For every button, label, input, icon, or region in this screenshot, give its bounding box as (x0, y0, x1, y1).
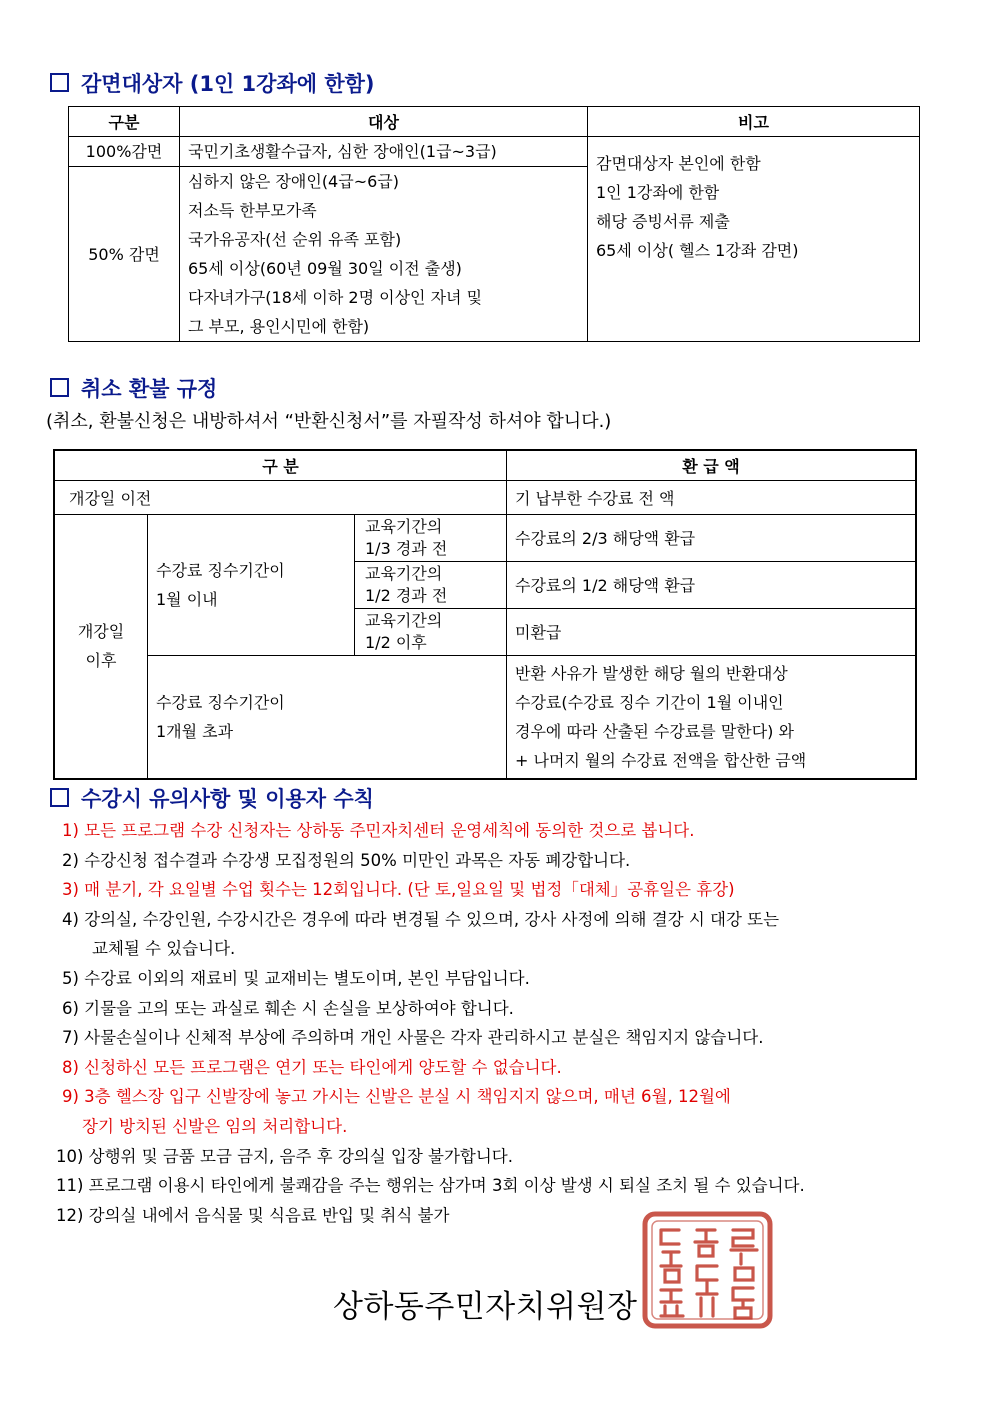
period-line: 1/2 이후 (365, 632, 427, 652)
refund-note: (취소, 환불신청은 내방하셔서 “반환신청서”를 자필작성 하셔야 합니다.) (46, 411, 612, 432)
official-seal-icon (641, 1210, 774, 1330)
header-target: 대상 (180, 107, 588, 137)
section2-title: 취소 환불 규정 (81, 377, 218, 401)
section1-heading (50, 68, 375, 98)
rule-item: 6) 기물을 고의 또는 과실로 훼손 시 손실을 보상하여야 합니다. (62, 998, 514, 1018)
rule-item: 9) 3층 헬스장 입구 신발장에 놓고 가시는 신발은 분실 시 책임지지 않으며, 매년 6월, 12월에 (62, 1087, 731, 1107)
over-label (148, 655, 507, 779)
within-label (148, 514, 355, 655)
after-label (54, 514, 148, 779)
header-division: 구 분 (54, 450, 507, 480)
refund-table (53, 449, 917, 780)
period-line: 교육기간의 (365, 563, 443, 583)
header-refund-amount: 환 급 액 (507, 450, 917, 480)
remarks-cell (588, 137, 920, 342)
rule-item: 8) 신청하신 모든 프로그램은 연기 또는 타인에게 양도할 수 없습니다. (62, 1057, 562, 1077)
target-line: 다자녀가구(18세 이하 2명 이상인 자녀 및 (188, 288, 483, 307)
period-line: 교육기간의 (365, 516, 443, 536)
remark-line: 감면대상자 본인에 한함 (596, 154, 761, 173)
discount-table (68, 106, 920, 342)
target-line: 65세 이상(60년 09월 30일 이전 출생) (188, 259, 462, 278)
within-label-line: 수강료 징수기간이 (156, 560, 285, 580)
checkbox-square-icon (50, 73, 69, 92)
checkbox-square-icon (50, 788, 69, 807)
rule-item: 1) 모든 프로그램 수강 신청자는 상하동 주민자치센터 운영세칙에 동의한 것으로 봅니다. (62, 821, 695, 840)
section1-title: 감면대상자 (1인 1강좌에 한함) (81, 72, 375, 96)
rule-item: 2) 수강신청 접수결과 수강생 모집정원의 50% 미만인 과목은 자동 폐강합니다. (62, 850, 631, 870)
after-label-line: 개강일 (77, 622, 125, 642)
over-amount-line: 수강료(수강료 징수 기간이 1월 이내인 (515, 692, 784, 712)
before-amount: 기 납부한 수강료 전 액 (507, 480, 917, 514)
row2-targets (180, 167, 588, 342)
refund-amount-cell: 수강료의 1/2 해당액 환급 (507, 561, 917, 608)
over-label-line: 수강료 징수기간이 (156, 692, 285, 712)
within-label-line: 1월 이내 (156, 589, 218, 609)
remark-line: 해당 증빙서류 제출 (596, 212, 730, 231)
period-line: 1/2 경과 전 (365, 585, 448, 605)
signature: 상하동주민자치위원장 (333, 1289, 638, 1325)
rule-item: 5) 수강료 이외의 재료비 및 교재비는 별도이며, 본인 부담입니다. (62, 968, 530, 988)
checkbox-square-icon (50, 378, 69, 397)
target-line: 국가유공자(선 순위 유족 포함) (188, 230, 402, 249)
over-label-line: 1개월 초과 (156, 721, 234, 741)
over-amount-line: 경우에 따라 산출된 수강료를 말한다) 와 (515, 721, 794, 741)
period-cell (355, 514, 507, 561)
rule-item: 12) 강의실 내에서 음식물 및 식음료 반입 및 취식 불가 (56, 1205, 450, 1225)
remark-line: 1인 1강좌에 한함 (596, 183, 720, 202)
section3-heading (50, 783, 374, 813)
over-amount-line: 반환 사유가 발생한 해당 월의 반환대상 (515, 663, 788, 683)
period-cell (355, 608, 507, 655)
period-cell (355, 561, 507, 608)
header-remarks: 비고 (588, 107, 920, 137)
rules-list (56, 816, 962, 1230)
rule-item: 4) 강의실, 수강인원, 수강시간은 경우에 따라 변경될 수 있으며, 강사 사정에 의해 결강 시 대강 또는 (62, 909, 780, 929)
rule-item: 10) 상행위 및 금품 모금 금지, 음주 후 강의실 입장 불가합니다. (56, 1146, 513, 1166)
row2-category: 50% 감면 (69, 167, 180, 342)
rule-item: 3) 매 분기, 각 요일별 수업 횟수는 12회입니다. (단 토,일요일 및 법정「대체」공휴일은 휴강) (62, 880, 735, 900)
rule-item: 7) 사물손실이나 신체적 부상에 주의하며 개인 사물은 각자 관리하시고 분실은 책임지지 않습니다. (62, 1028, 764, 1048)
period-line: 1/3 경과 전 (365, 538, 448, 558)
row1-category: 100%감면 (69, 137, 180, 167)
before-label: 개강일 이전 (54, 480, 507, 514)
refund-amount-cell: 미환급 (507, 608, 917, 655)
period-line: 교육기간의 (365, 610, 443, 630)
remark-line: 65세 이상( 헬스 1강좌 감면) (596, 241, 799, 260)
over-amount (507, 655, 917, 779)
header-category: 구분 (69, 107, 180, 137)
section2-heading (50, 373, 217, 403)
rule-item-continued: 교체될 수 있습니다. (92, 939, 236, 959)
target-line: 그 부모, 용인시민에 한함) (188, 317, 370, 336)
target-line: 심하지 않은 장애인(4급~6급) (188, 172, 399, 191)
after-label-line: 이후 (85, 651, 117, 671)
rule-item: 11) 프로그램 이용시 타인에게 불쾌감을 주는 행위는 삼가며 3회 이상 발생 시 퇴실 조치 될 수 있습니다. (56, 1176, 805, 1196)
refund-amount-cell: 수강료의 2/3 해당액 환급 (507, 514, 917, 561)
over-amount-line: + 나머지 월의 수강료 전액을 합산한 금액 (515, 750, 807, 770)
target-line: 저소득 한부모가족 (188, 201, 317, 220)
row1-target: 국민기초생활수급자, 심한 장애인(1급~3급) (180, 137, 588, 167)
rule-item-continued: 장기 방치된 신발은 임의 처리합니다. (82, 1116, 348, 1136)
section3-title: 수강시 유의사항 및 이용자 수칙 (81, 787, 374, 811)
